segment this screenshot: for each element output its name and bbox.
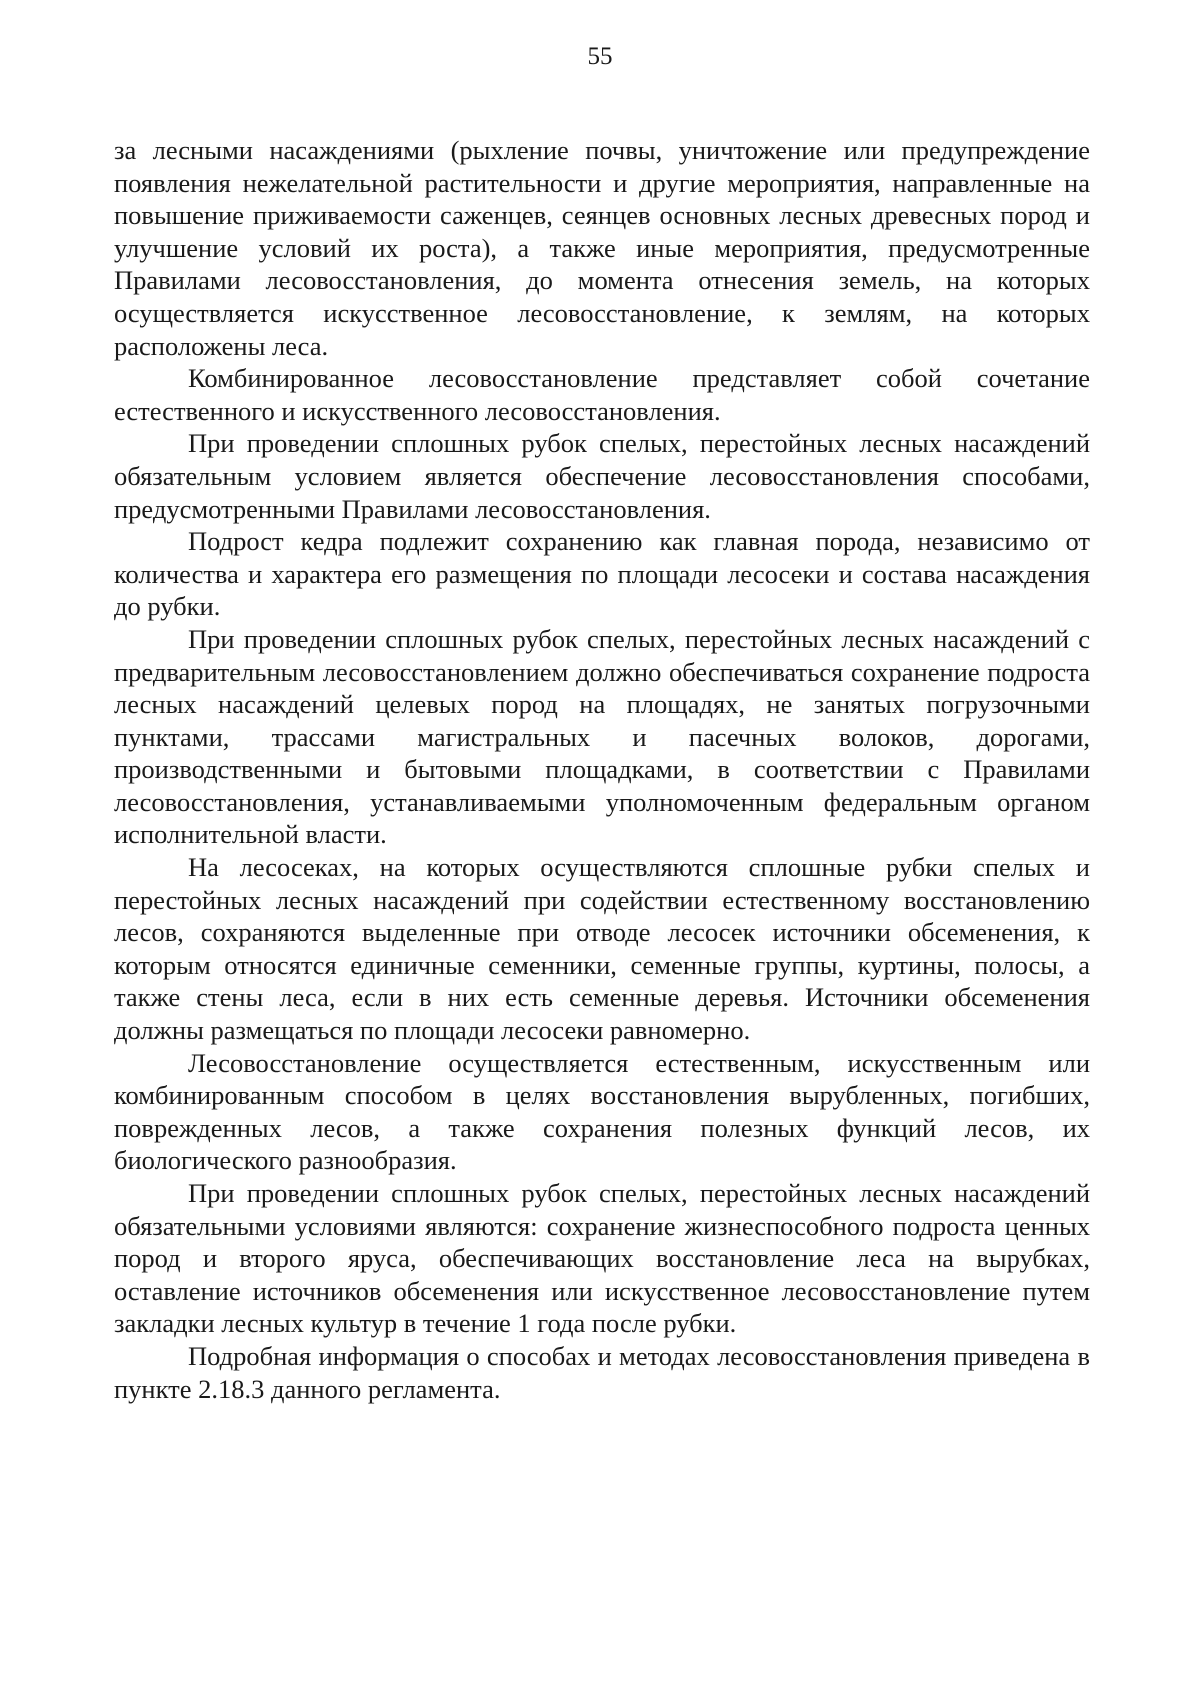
paragraph-continuation: за лесными насаждениями (рыхление почвы, уничтожение или предупреждение появления нежелательной растительности и другие мероприятия, направленные на повышение приживаемости саженцев, сеянцев основных лесных древесных пород и улучшение условий их роста), а также иные мероприятия, предусмотренные Правилами лесовосстановления, до момента отнесения земель, на которых осуществляется искусственное лесовосстановление, к землям, на которых расположены леса. xyxy=(114,135,1090,361)
document-body xyxy=(114,134,1090,1405)
paragraph-mandatory-conditions: При проведении сплошных рубок спелых, перестойных лесных насаждений обязательными условиями являются: сохранение жизнеспособного подроста ценных пород и второго яруса, обеспечивающих восстановление леса на вырубках, оставление источников обсеменения или искусственное лесовосстановление путем закладки лесных культур в течение 1 года после рубки. xyxy=(114,1178,1090,1339)
page-number: 55 xyxy=(587,43,613,70)
paragraph-preliminary-reforestation: При проведении сплошных рубок спелых, перестойных лесных насаждений с предварительным лесовосстановлением должно обеспечиваться сохранение подроста лесных насаждений целевых пород на площадях, не занятых погрузочными пунктами, трассами магистральных и пасечных волоков, дорогами, производственными и бытовыми площадками, в соответствии с Правилами лесовосстановления, устанавливаемыми уполномоченным федеральным органом исполнительной власти. xyxy=(114,623,1090,850)
paragraph-seed-sources: На лесосеках, на которых осуществляются сплошные рубки спелых и перестойных лесных насаждений при содействии естественному восстановлению лесов, сохраняются выделенные при отводе лесосек источники обсеменения, к которым относятся единичные семенники, семенные группы, куртины, полосы, а также стены леса, если в них есть семенные деревья. Источники обсеменения должны размещаться по площади лесосеки равномерно. xyxy=(114,852,1090,1046)
paragraph-clear-cutting-condition: При проведении сплошных рубок спелых, перестойных лесных насаждений обязательным условием является обеспечение лесовосстановления способами, предусмотренными Правилами лесовосстановления. xyxy=(114,428,1090,524)
paragraph-reforestation-methods: Лесовосстановление осуществляется естественным, искусственным или комбинированным способом в целях восстановления вырубленных, погибших, поврежденных лесов, а также сохранения полезных функций лесов, их биологического разнообразия. xyxy=(114,1047,1090,1176)
paragraph-combined-reforestation: Комбинированное лесовосстановление представляет собой сочетание естественного и искусственного лесовосстановления. xyxy=(114,363,1090,426)
paragraph-reference: Подробная информация о способах и методах лесовосстановления приведена в пункте 2.18.3 данного регламента. xyxy=(114,1340,1090,1404)
paragraph-cedar-undergrowth: Подрост кедра подлежит сохранению как главная порода, независимо от количества и характера его размещения по площади лесосеки и состава насаждения до рубки. xyxy=(114,526,1090,622)
